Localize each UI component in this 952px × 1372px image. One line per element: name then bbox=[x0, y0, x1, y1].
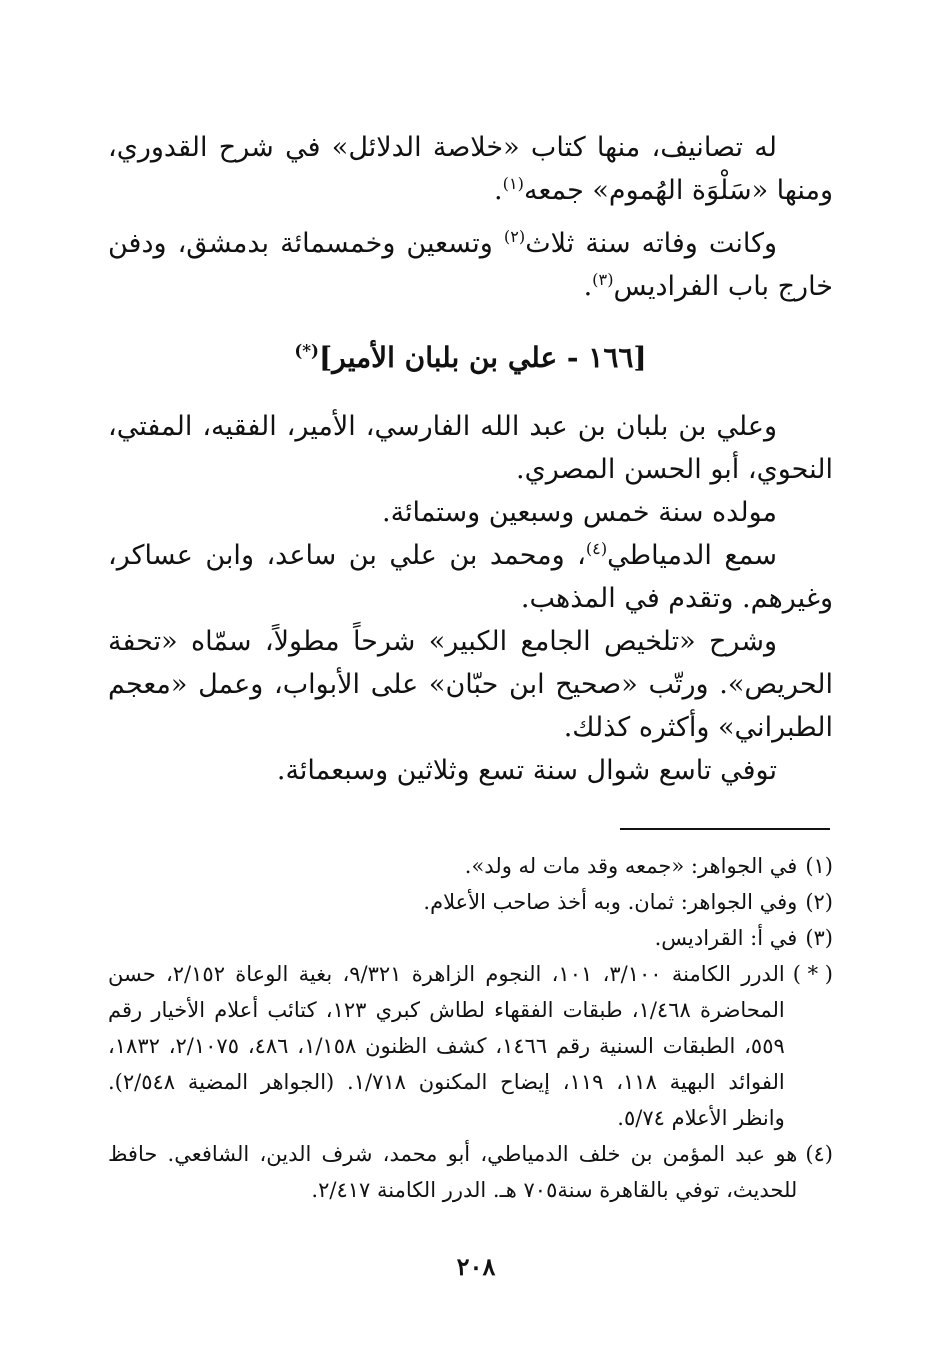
paragraph-died: توفي تاسع شوال سنة تسع وثلاثين وسبعمائة. bbox=[276, 755, 777, 786]
entry-heading-text: [١٦٦ - علي بن بلبان الأمير] bbox=[319, 341, 647, 374]
footnote-number: ( * ) bbox=[792, 962, 833, 986]
paragraph-teachers bbox=[108, 534, 833, 620]
footnote-number: (٢) bbox=[805, 890, 833, 914]
footnote-text: وفي الجواهر: ثمان. وبه أخذ صاحب الأعلام. bbox=[423, 890, 798, 914]
footnote-ref-3[interactable]: (٣) bbox=[592, 270, 614, 289]
footnote-number: (٣) bbox=[805, 926, 833, 950]
footnote-divider bbox=[620, 828, 830, 830]
paragraph-death-text-a: وكانت وفاته سنة ثلاث bbox=[525, 228, 777, 259]
paragraph-teachers-text-a: سمع الدمياطي bbox=[607, 540, 777, 571]
footnote-text: الدرر الكامنة ٣/١٠٠، ١٠١، النجوم الزاهرة ٩/٣٢١، بغية الوعاة ٢/١٥٢، حسن المحاضرة ١/٤٦٨، طبقات الفقهاء لطاش كبري ١٢٣، كتائب أعلام الأخيار رقم ٥٥٩، الطبقات السنية رقم ١٤٦٦، كشف الظنون ١/١٥٨، ٤٨٦، ٢/١٠٧٥، ١٨٣٢، الفوائد البهية ١١٨، ١١٩، إيضاح المكنون ١/٧١٨. (الجواهر المضية ٢/٥٤٨). وانظر الأعلام ٥/٧٤. bbox=[108, 962, 785, 1130]
paragraph-works bbox=[108, 126, 833, 212]
paragraph-death-end: . bbox=[583, 271, 593, 302]
footnote-2 bbox=[108, 884, 833, 920]
footnote-text: هو عبد المؤمن بن خلف الدمياطي، أبو محمد، شرف الدين، الشافعي. حافظ للحديث، توفي بالقاهرة سنة٧٠٥ هـ. الدرر الكامنة ٢/٤١٧. bbox=[108, 1142, 798, 1202]
footnote-number: (١) bbox=[805, 854, 833, 878]
footnote-ref-1[interactable]: (١) bbox=[502, 174, 524, 193]
footnote-ref-star[interactable]: (*) bbox=[294, 340, 319, 361]
paragraph-death-text-b: وتسعين وخمسمائة بدمشق، ودفن خارج باب الفراديس bbox=[108, 228, 833, 302]
paragraph-teachers-text-b: ، ومحمد بن علي بن ساعد، وابن عساكر، وغيرهم. وتقدم في المذهب. bbox=[108, 540, 833, 614]
paragraph-writings: وشرح «تلخيص الجامع الكبير» شرحاً مطولاً، سمّاه «تحفة الحريص». ورتّب «صحيح ابن حبّان» على الأبواب، وعمل «معجم الطبراني» وأكثره كذلك. bbox=[108, 626, 833, 743]
entry-heading bbox=[108, 308, 833, 405]
footnote-number: (٤) bbox=[805, 1142, 833, 1166]
footnote-ref-2[interactable]: (٢) bbox=[503, 227, 526, 246]
footnote-3 bbox=[108, 920, 833, 956]
paragraph-death bbox=[108, 222, 833, 308]
paragraph-birth: مولده سنة خمس وسبعين وستمائة. bbox=[381, 497, 777, 528]
paragraph-works-end: . bbox=[494, 175, 503, 206]
footnote-star bbox=[108, 956, 833, 1136]
main-text bbox=[108, 126, 833, 792]
page-number: ٢٠٨ bbox=[456, 1252, 496, 1281]
footnotes bbox=[108, 848, 833, 1208]
footnote-1 bbox=[108, 848, 833, 884]
footnote-4 bbox=[108, 1136, 833, 1208]
paragraph-name: وعلي بن بلبان بن عبد الله الفارسي، الأمير، الفقيه، المفتي، النحوي، أبو الحسن المصري. bbox=[108, 411, 833, 485]
footnote-text: في أ: القراديس. bbox=[654, 926, 798, 950]
footnote-ref-4[interactable]: (٤) bbox=[585, 539, 608, 558]
footnote-text: في الجواهر: «جمعه وقد مات له ولد». bbox=[464, 854, 798, 878]
paragraph-works-text: له تصانيف، منها كتاب «خلاصة الدلائل» في شرح القدوري، ومنها «سَلْوَة الهُموم» جمعه bbox=[108, 132, 833, 206]
